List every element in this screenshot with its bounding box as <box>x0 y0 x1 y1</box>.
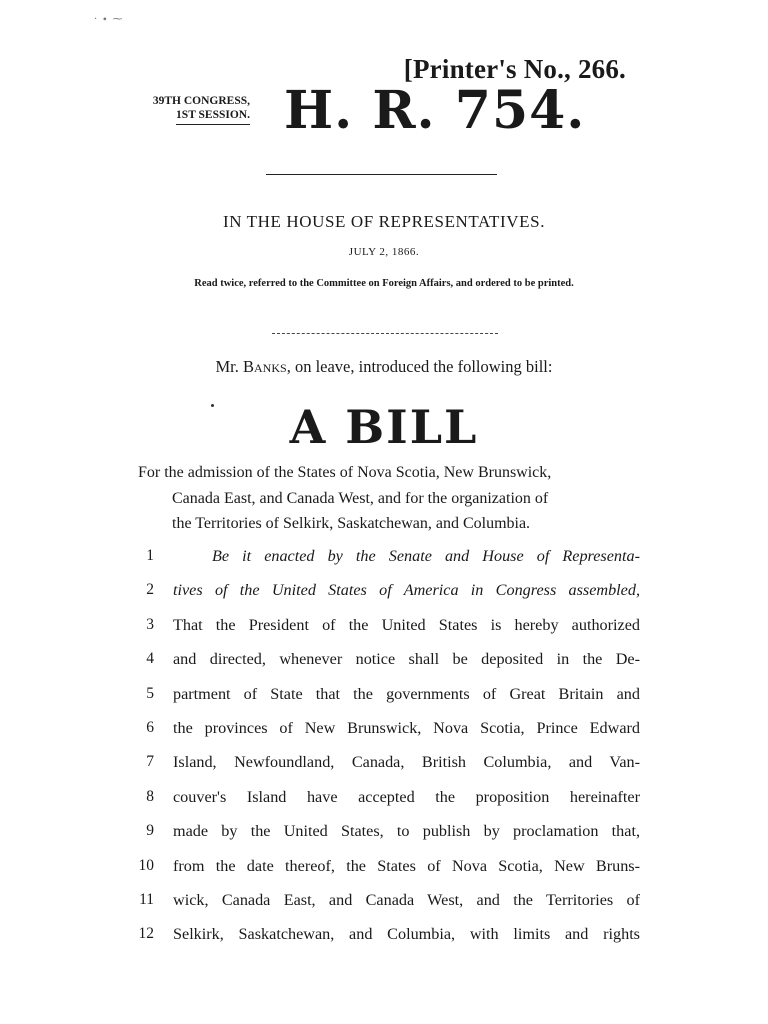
line-number: 6 <box>146 718 154 736</box>
bill-line <box>130 853 640 887</box>
intro-suffix: , on leave, introduced the following bill: <box>286 357 553 376</box>
section-divider <box>272 333 498 334</box>
bill-line <box>130 921 640 955</box>
purpose-line-1: For the admission of the States of Nova Scotia, New Brunswick, <box>138 464 552 481</box>
bill-line <box>130 543 640 577</box>
line-text: partment of State that the governments of Great Britain and <box>173 684 640 703</box>
line-text: Island, Newfoundland, Canada, British Columbia, and Van- <box>173 753 640 772</box>
bill-title: A BILL <box>289 400 479 454</box>
ink-smudge: · ∙ ⁓ <box>94 14 124 25</box>
house-heading: IN THE HOUSE OF REPRESENTATIVES. <box>222 212 546 231</box>
line-number: 10 <box>138 856 154 874</box>
session-label: 1ST SESSION. <box>176 108 250 125</box>
bill-text <box>130 543 640 956</box>
bill-line <box>130 715 640 749</box>
line-number: 7 <box>146 753 154 771</box>
line-text: tives of the United States of America in Congress assembled, <box>173 581 640 600</box>
bill-line <box>130 646 640 680</box>
line-text: the provinces of New Brunswick, Nova Scotia, Prince Edward <box>173 718 640 737</box>
header-divider <box>266 174 497 175</box>
intro-prefix: Mr. <box>215 357 244 376</box>
line-text: made by the United States, to publish by proclamation that, <box>173 822 640 841</box>
bill-line <box>130 681 640 715</box>
bill-purpose <box>138 460 638 537</box>
bill-line <box>130 577 640 611</box>
line-number: 5 <box>146 684 154 702</box>
line-text: wick, Canada East, and Canada West, and the Territories of <box>173 890 640 909</box>
line-text: and directed, whenever notice shall be deposited in the De- <box>173 650 640 669</box>
line-number: 12 <box>138 925 154 943</box>
printer-number: [Printer's No., 266. <box>403 54 626 84</box>
line-number: 1 <box>146 547 154 564</box>
line-text: Selkirk, Saskatchewan, and Columbia, with limits and rights <box>173 925 640 944</box>
line-number: 3 <box>146 615 154 633</box>
bill-line <box>130 784 640 818</box>
bill-line <box>130 612 640 646</box>
bill-number: H. R. 754. <box>284 80 586 141</box>
bill-line <box>130 749 640 783</box>
sponsor-name: Banks <box>243 357 287 376</box>
bill-date: JULY 2, 1866. <box>348 246 420 258</box>
line-number: 4 <box>146 650 154 668</box>
line-text: from the date thereof, the States of Nova Scotia, New Bruns- <box>173 856 640 875</box>
introduction-line <box>0 357 768 377</box>
line-number: 9 <box>146 822 154 840</box>
line-text: couver's Island have accepted the proposition hereinafter <box>173 787 640 806</box>
congress-session-block <box>140 94 250 125</box>
purpose-line-2: Canada East, and Canada West, and for the organization of <box>172 489 549 507</box>
line-text: Be it enacted by the Senate and House of Representa- <box>212 547 640 565</box>
bill-line <box>130 887 640 921</box>
line-number: 2 <box>146 581 154 599</box>
line-number: 11 <box>139 890 154 908</box>
bill-line <box>130 818 640 852</box>
referral-note: Read twice, referred to the Committee on Foreign Affairs, and ordered to be printed. <box>194 278 574 289</box>
congress-label: 39TH CONGRESS, <box>152 95 250 107</box>
purpose-line-3: the Territories of Selkirk, Saskatchewan, and Columbia. <box>172 515 531 532</box>
line-text: That the President of the United States is hereby authorized <box>173 615 640 634</box>
line-number: 8 <box>146 787 154 805</box>
